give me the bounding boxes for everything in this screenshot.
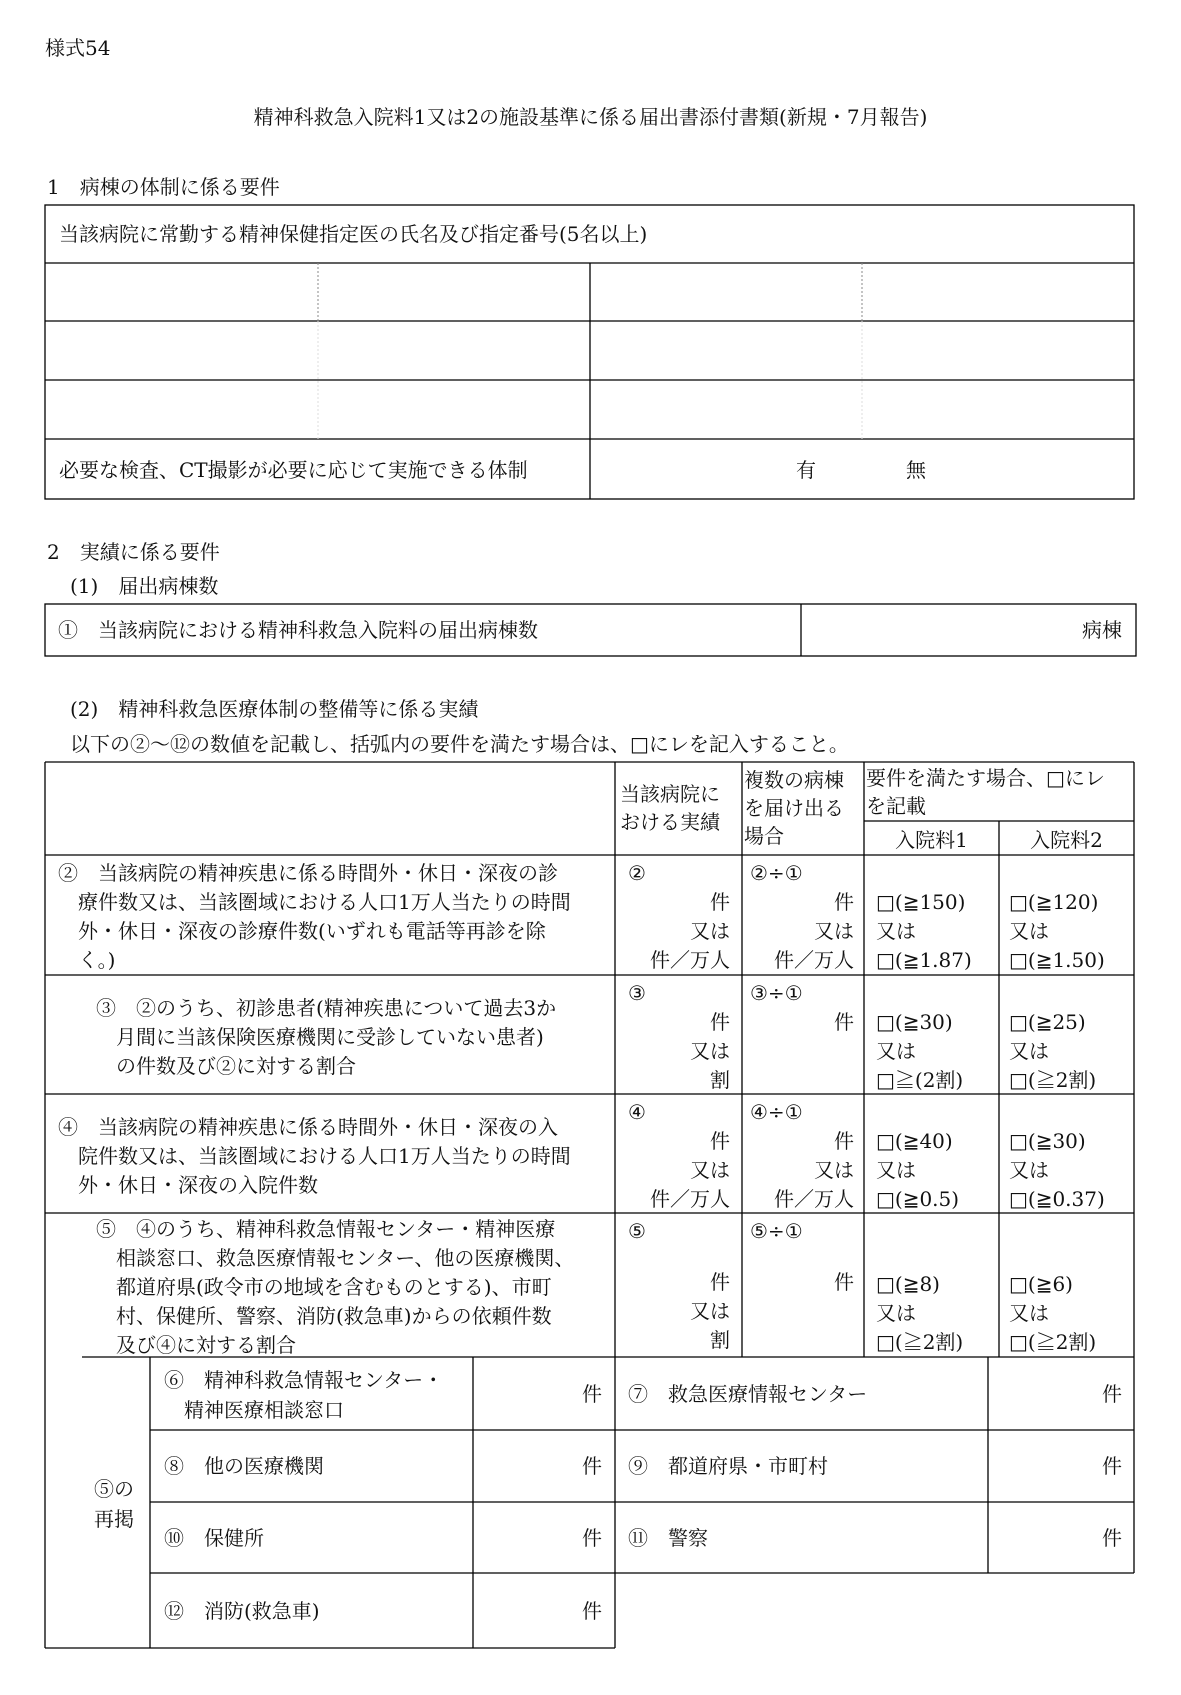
ward-count-label: ① 当該病院における精神科救急入院料の届出病棟数 (58, 618, 538, 642)
breakdown-item-9: ⑨ 都道府県・市町村 (628, 1454, 828, 1478)
multi-ward-value-field[interactable]: 件 又は 件／万人 (774, 890, 854, 972)
form-number: 様式54 (45, 36, 111, 60)
multi-ward-mark: ⑤÷① (750, 1219, 803, 1243)
breakdown-item-7: ⑦ 救急医療情報センター (628, 1382, 868, 1406)
fee2-checkboxes[interactable]: □(≧120) 又は □(≧1.50) (1009, 890, 1105, 972)
breakdown-item-6: ⑥ 精神科救急情報センター・ (164, 1368, 444, 1392)
doctor-number-field[interactable] (319, 264, 589, 320)
row-description: ③ ②のうち、初診患者(精神疾患について過去3か 月間に当該保険医療機関に受診していない患者) の件数及び②に対する割合 (96, 996, 557, 1078)
doctors-label: 当該病院に常勤する精神保健指定医の氏名及び指定番号(5名以上) (59, 222, 648, 246)
ct-option-no[interactable]: 無 (906, 458, 926, 482)
header-fee-2: 入院料2 (1030, 828, 1103, 852)
fee1-checkboxes[interactable]: □(≧150) 又は □(≧1.87) (876, 890, 972, 972)
row-mark: ④ (628, 1100, 646, 1124)
page-title: 精神科救急入院料1又は2の施設基準に係る届出書添付書類(新規・7月報告) (253, 105, 928, 129)
doctor-name-field[interactable] (46, 381, 317, 438)
doctor-number-field[interactable] (863, 381, 1133, 438)
breakdown-item-10: ⑩ 保健所 (164, 1526, 264, 1550)
fee1-checkboxes[interactable]: □(≧30) 又は □≧(2割) (876, 1010, 964, 1092)
breakdown-item-8: ⑧ 他の医療機関 (164, 1454, 324, 1478)
row-description: ⑤ ④のうち、精神科救急情報センター・精神医療 相談窓口、救急医療情報センター、他の医療機関、 都道府県(政令市の地域を含むものとする)、市町 村、保健所、警察、消防(救急車)からの依頼件数 及び④に対する割合 (96, 1217, 575, 1357)
ward-count-unit: 病棟 (1082, 618, 1122, 642)
section-2-heading: 2 実績に係る要件 (47, 540, 220, 564)
header-fee-1: 入院料1 (895, 828, 968, 852)
multi-ward-mark: ③÷① (750, 981, 803, 1005)
breakdown-value-8[interactable]: 件 (582, 1454, 602, 1478)
instruction-text: 以下の②〜⑫の数値を記載し、括弧内の要件を満たす場合は、□にレを記入すること。 (70, 732, 849, 756)
breakdown-value-7[interactable]: 件 (1102, 1382, 1122, 1406)
ct-system-label: 必要な検査、CT撮影が必要に応じて実施できる体制 (59, 458, 528, 482)
breakdown-label: ⑤の 再掲 (94, 1477, 134, 1531)
multi-ward-value-field[interactable]: 件 又は 件／万人 (774, 1129, 854, 1211)
actual-value-field[interactable]: 件 又は 割 (690, 1010, 730, 1092)
doctor-name-field[interactable] (591, 264, 861, 320)
fee2-checkboxes[interactable]: □(≧30) 又は □(≧0.37) (1009, 1129, 1105, 1211)
subsection-2-heading: (2) 精神科救急医療体制の整備等に係る実績 (70, 697, 479, 721)
doctor-name-field[interactable] (46, 322, 317, 379)
multi-ward-value-field[interactable]: 件 (834, 1270, 854, 1294)
row-mark: ⑤ (628, 1219, 646, 1243)
breakdown-value-10[interactable]: 件 (582, 1526, 602, 1550)
row-description: ② 当該病院の精神疾患に係る時間外・休日・深夜の診 療件数又は、当該圏域における人口1万人当たりの時間 外・休日・深夜の診療件数(いずれも電話等再診を除 く。) (58, 861, 571, 972)
breakdown-value-12[interactable]: 件 (582, 1599, 602, 1623)
breakdown-value-9[interactable]: 件 (1102, 1454, 1122, 1478)
header-requirement: 要件を満たす場合、□にレ を記載 (866, 766, 1105, 818)
doctor-name-field[interactable] (591, 322, 861, 379)
section-1-heading: 1 病棟の体制に係る要件 (47, 175, 280, 199)
fee1-checkboxes[interactable]: □(≧8) 又は □(≧2割) (876, 1272, 964, 1354)
actual-value-field[interactable]: 件 又は 件／万人 (650, 890, 730, 972)
doctor-number-field[interactable] (319, 381, 589, 438)
row-mark: ③ (628, 981, 646, 1005)
row-mark: ② (628, 861, 646, 885)
doctor-number-field[interactable] (863, 264, 1133, 320)
ct-option-yes[interactable]: 有 (796, 458, 816, 482)
breakdown-value-11[interactable]: 件 (1102, 1526, 1122, 1550)
breakdown-item-6-cont: 精神医療相談窓口 (184, 1398, 344, 1422)
fee2-checkboxes[interactable]: □(≧25) 又は □(≧2割) (1009, 1010, 1097, 1092)
doctor-name-field[interactable] (46, 264, 317, 320)
fee1-checkboxes[interactable]: □(≧40) 又は □(≧0.5) (876, 1129, 960, 1211)
actual-value-field[interactable]: 件 又は 割 (690, 1270, 730, 1352)
multi-ward-value-field[interactable]: 件 (834, 1010, 854, 1034)
row-description: ④ 当該病院の精神疾患に係る時間外・休日・深夜の入 院件数又は、当該圏域における人口1万人当たりの時間 外・休日・深夜の入院件数 (58, 1115, 571, 1197)
header-multiple-wards: 複数の病棟 を届け出る 場合 (744, 768, 844, 848)
multi-ward-mark: ②÷① (750, 861, 803, 885)
fee2-checkboxes[interactable]: □(≧6) 又は □(≧2割) (1009, 1272, 1097, 1354)
breakdown-item-11: ⑪ 警察 (628, 1526, 708, 1550)
doctor-number-field[interactable] (319, 322, 589, 379)
actual-value-field[interactable]: 件 又は 件／万人 (650, 1129, 730, 1211)
breakdown-value-6[interactable]: 件 (582, 1382, 602, 1406)
multi-ward-mark: ④÷① (750, 1100, 803, 1124)
subsection-1-heading: (1) 届出病棟数 (70, 574, 219, 598)
breakdown-item-12: ⑫ 消防(救急車) (164, 1599, 320, 1623)
doctor-number-field[interactable] (863, 322, 1133, 379)
doctor-name-field[interactable] (591, 381, 861, 438)
header-actual: 当該病院に おける実績 (620, 782, 720, 834)
